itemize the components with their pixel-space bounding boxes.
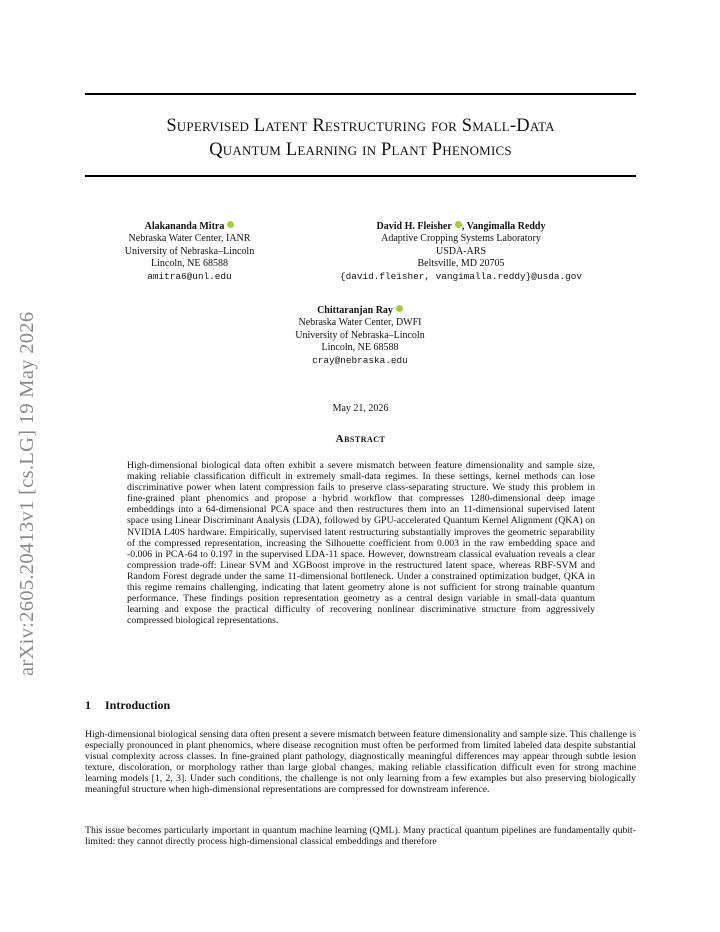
author-affiliation: University of Nebraska–Lincoln [295,329,425,341]
author-block-mitra [117,221,262,283]
abstract-text: High-dimensional biological data often exhibit a severe mismatch between feature dimensionality and sample size, making reliable classification difficult in extremely small-data regimes. In these settings, kernel methods can lose discriminative power when latent compression fails to preserve class-separating structure. We study this problem in fine-grained plant phenomics and propose a hybrid workflow that compresses 1280-dimensional deep image embeddings into a 64-dimensional PCA space and then restructures them into an 11-dimensional supervised latent space using Linear Discriminant Analysis (LDA), followed by GPU-accelerated Quantum Kernel Alignment (QKA) on NVIDIA L40S hardware. Empirically, supervised latent restructuring substantially improves the geometric separability of the compressed representation, increasing the Silhouette coefficient from 0.003 in the raw embedding space and -0.006 in PCA-64 to 0.197 in the supervised LDA-11 space. However, downstream classical evaluation reveals a clear compression trade-off: Linear SVM and XGBoost improve in the restructured latent space, whereas RBF-SVM and Random Forest degrade under the same 11-dimensional bottleneck. Under a constrained optimization budget, QKA in this regime remains challenging, indicating that latent geometry alone is not sufficient for strong trainable quantum performance. These findings position representation geometry as a central design variable in small-data quantum learning and expose the practical difficulty of recovering nonlinear discriminative structure from aggressively compressed biological representations. [127,460,595,627]
title-rule-top [85,93,636,95]
author-name: Alakananda Mitra [144,221,225,232]
author-name: Chittaranjan Ray [317,305,393,316]
title-rule-bottom [85,175,636,177]
author-name: David H. Fleisher [376,221,452,232]
author-email[interactable]: amitra6@unl.edu [147,270,232,282]
author-email[interactable]: {david.fleisher, vangimalla.reddy}@usda.gov [340,270,582,282]
author-affiliation: Beltsville, MD 20705 [417,258,505,270]
paper-title [85,114,636,162]
author-block-fleisher-reddy [320,221,602,283]
abstract-heading: Abstract [335,433,386,445]
author-name-row [320,221,602,233]
author-affiliation: USDA-ARS [435,245,486,257]
author-affiliation: Nebraska Water Center, IANR [128,233,251,245]
section-title: Introduction [105,698,171,712]
author-name-second: , Vangimalla Reddy [461,221,546,232]
author-name-row [270,305,450,317]
author-affiliation: Adaptive Cropping Systems Laboratory [381,233,541,245]
author-block-ray [270,305,450,367]
arxiv-identifier: arXiv:2605.20413v1 [cs.LG] 19 May 2026 [16,311,38,676]
author-affiliation: Nebraska Water Center, DWFI [298,317,422,329]
section-heading [85,698,170,713]
intro-paragraph-2: This issue becomes particularly important in quantum machine learning (QML). Many practical quantum pipelines are fundamentally qubit-limited: they cannot directly process high-dimensional classical embeddings and therefore [85,825,636,848]
author-affiliation: Lincoln, NE 68588 [321,342,399,354]
author-affiliation: University of Nebraska–Lincoln [124,245,255,257]
intro-paragraph-1: High-dimensional biological sensing data often present a severe mismatch between feature dimensionality and sample size. This challenge is especially pronounced in plant phenomics, where disease recognition must often be performed from limited labeled data despite substantial visual complexity across classes. In fine-grained plant pathology, diagnostically meaningful differences may appear through subtle lesion texture, discoloration, or morphology rather than large global changes, making reliable classification difficult even for strong machine learning models [1, 2, 3]. Under such conditions, the challenge is not only learning from a few examples but also preserving biologically meaningful structure when high-dimensional representations are compressed for downstream inference. [85,729,636,796]
orcid-icon[interactable] [227,221,234,228]
author-affiliation: Lincoln, NE 68588 [151,258,228,270]
paper-title-line-1: Supervised Latent Restructuring for Small-Data [166,116,555,136]
author-email[interactable]: cray@nebraska.edu [312,354,408,366]
author-name-row [117,221,262,233]
paper-title-line-2: Quantum Learning in Plant Phenomics [209,140,512,160]
orcid-icon[interactable] [396,305,403,312]
publication-date: May 21, 2026 [332,403,389,414]
orcid-icon[interactable] [455,221,462,228]
section-number: 1 [85,698,91,712]
